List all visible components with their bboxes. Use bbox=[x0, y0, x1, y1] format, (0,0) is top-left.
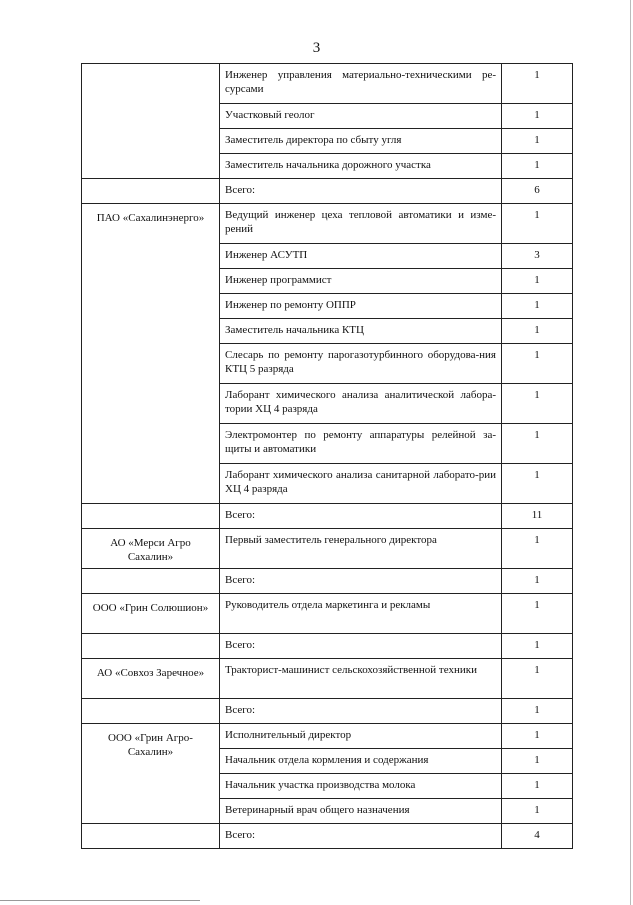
table-row bbox=[82, 204, 573, 244]
total-row bbox=[82, 634, 573, 659]
organization-cell: ООО «Грин Солюшион» bbox=[82, 594, 220, 634]
total-label: Всего: bbox=[220, 179, 502, 204]
total-value: 1 bbox=[502, 634, 573, 659]
count-cell: 1 bbox=[502, 799, 573, 824]
position-cell: Ветеринарный врач общего назначения bbox=[220, 799, 502, 824]
total-row bbox=[82, 699, 573, 724]
count-cell: 1 bbox=[502, 204, 573, 244]
organization-cell: АО «Совхоз Заречное» bbox=[82, 659, 220, 699]
position-cell: Начальник отдела кормления и содержания bbox=[220, 749, 502, 774]
total-value: 1 bbox=[502, 699, 573, 724]
count-cell: 1 bbox=[502, 319, 573, 344]
total-label: Всего: bbox=[220, 634, 502, 659]
count-cell: 1 bbox=[502, 749, 573, 774]
count-cell: 1 bbox=[502, 344, 573, 384]
total-label: Всего: bbox=[220, 569, 502, 594]
count-cell: 1 bbox=[502, 64, 573, 104]
scan-edge-line bbox=[630, 0, 631, 905]
count-cell: 1 bbox=[502, 104, 573, 129]
table-row bbox=[82, 659, 573, 699]
total-row bbox=[82, 824, 573, 849]
position-cell: Лаборант химического анализа санитарной лаборато-рии ХЦ 4 разряда bbox=[220, 464, 502, 504]
count-cell: 1 bbox=[502, 464, 573, 504]
position-cell: Инженер управления материально-техническими ре-сурсами bbox=[220, 64, 502, 104]
position-cell: Руководитель отдела маркетинга и рекламы bbox=[220, 594, 502, 634]
total-label: Всего: bbox=[220, 824, 502, 849]
position-cell: Инженер программист bbox=[220, 269, 502, 294]
total-value: 6 bbox=[502, 179, 573, 204]
count-cell: 1 bbox=[502, 154, 573, 179]
position-cell: Участковый геолог bbox=[220, 104, 502, 129]
organization-cell: ООО «Грин Агро-Сахалин» bbox=[82, 724, 220, 824]
count-cell: 1 bbox=[502, 724, 573, 749]
empty-cell bbox=[82, 504, 220, 529]
position-cell: Слесарь по ремонту парогазотурбинного оборудова-ния КТЦ 5 разряда bbox=[220, 344, 502, 384]
empty-cell bbox=[82, 179, 220, 204]
organization-cell: ПАО «Сахалинэнерго» bbox=[82, 204, 220, 504]
position-cell: Инженер АСУТП bbox=[220, 244, 502, 269]
count-cell: 1 bbox=[502, 269, 573, 294]
count-cell: 1 bbox=[502, 294, 573, 319]
position-cell: Заместитель директора по сбыту угля bbox=[220, 129, 502, 154]
table-row bbox=[82, 594, 573, 634]
position-cell: Тракторист-машинист сельскохозяйственной техники bbox=[220, 659, 502, 699]
staff-table bbox=[81, 63, 573, 849]
count-cell: 1 bbox=[502, 774, 573, 799]
table-row bbox=[82, 724, 573, 749]
total-value: 11 bbox=[502, 504, 573, 529]
count-cell: 1 bbox=[502, 424, 573, 464]
position-cell: Ведущий инженер цеха тепловой автоматики и изме-рений bbox=[220, 204, 502, 244]
empty-cell bbox=[82, 634, 220, 659]
position-cell: Начальник участка производства молока bbox=[220, 774, 502, 799]
table-row bbox=[82, 529, 573, 569]
position-cell: Исполнительный директор bbox=[220, 724, 502, 749]
total-row bbox=[82, 179, 573, 204]
total-label: Всего: bbox=[220, 504, 502, 529]
count-cell: 3 bbox=[502, 244, 573, 269]
total-label: Всего: bbox=[220, 699, 502, 724]
position-cell: Заместитель начальника КТЦ bbox=[220, 319, 502, 344]
position-cell: Электромонтер по ремонту аппаратуры релейной за-щиты и автоматики bbox=[220, 424, 502, 464]
page-number: 3 bbox=[312, 40, 321, 56]
empty-cell bbox=[82, 699, 220, 724]
empty-cell bbox=[82, 569, 220, 594]
count-cell: 1 bbox=[502, 594, 573, 634]
organization-cell bbox=[82, 64, 220, 179]
empty-cell bbox=[82, 824, 220, 849]
count-cell: 1 bbox=[502, 384, 573, 424]
count-cell: 1 bbox=[502, 129, 573, 154]
total-row bbox=[82, 504, 573, 529]
total-row bbox=[82, 569, 573, 594]
total-value: 4 bbox=[502, 824, 573, 849]
count-cell: 1 bbox=[502, 659, 573, 699]
total-value: 1 bbox=[502, 569, 573, 594]
position-cell: Первый заместитель генерального директора bbox=[220, 529, 502, 569]
position-cell: Заместитель начальника дорожного участка bbox=[220, 154, 502, 179]
position-cell: Лаборант химического анализа аналитической лабора-тории ХЦ 4 разряда bbox=[220, 384, 502, 424]
bottom-rule bbox=[0, 900, 200, 901]
table-row bbox=[82, 64, 573, 104]
position-cell: Инженер по ремонту ОППР bbox=[220, 294, 502, 319]
organization-cell: АО «Мерси Агро Сахалин» bbox=[82, 529, 220, 569]
count-cell: 1 bbox=[502, 529, 573, 569]
